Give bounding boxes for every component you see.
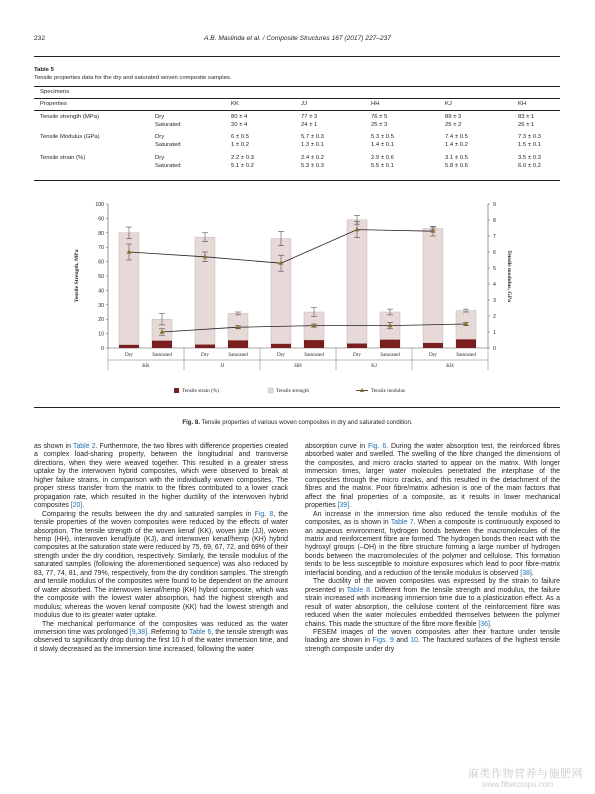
paragraph-text: Comparing the results between the dry and saturated samples in [42, 510, 255, 518]
header-rule [34, 56, 560, 57]
y-tick-label: 90 [98, 216, 104, 223]
table-cell: 25 ± 2 [445, 122, 462, 128]
table-cell: 2.9 ± 0.6 [371, 155, 394, 161]
table-caption: Tensile properties data for the dry and saturated woven composite samples. [34, 75, 232, 81]
tensile-strain-bar [271, 344, 291, 348]
table-cell: 24 ± 1 [301, 122, 318, 128]
tensile-strain-bar [304, 340, 324, 348]
table-condition-label: Dry [155, 134, 165, 140]
paragraph-text: and [393, 637, 411, 645]
paragraph-text: An increase in the immersion time also reduced the tensile modulus of the composites, as is shown in [305, 510, 560, 527]
table-cell: 25 ± 3 [371, 122, 388, 128]
body-right-column [305, 443, 560, 654]
y-tick-label: 40 [98, 288, 104, 295]
body-paragraph [305, 629, 560, 654]
paragraph-text: . [82, 502, 85, 510]
table-cell: 76 ± 5 [371, 114, 388, 120]
x-category-label: Saturated [380, 352, 400, 358]
table-condition-label: Saturated [155, 122, 181, 128]
reference-link[interactable]: 10 [410, 637, 419, 645]
body-paragraph [305, 578, 560, 629]
table-label: Table 5 [34, 67, 54, 73]
table-cell: 5.8 ± 0.6 [445, 163, 468, 169]
figure-caption [0, 419, 595, 426]
tensile-strain-bar [380, 340, 400, 348]
figure-caption-label: Fig. 8. [182, 419, 200, 426]
table-cell: 7.4 ± 0.5 [445, 134, 468, 140]
table-cell: 83 ± 1 [518, 114, 535, 120]
x-category-label: Saturated [152, 352, 172, 358]
table-column-header: KK [231, 101, 239, 107]
reference-link[interactable]: [9,38] [129, 628, 148, 636]
reference-link[interactable]: Table 6 [189, 628, 212, 636]
body-paragraph [305, 443, 560, 511]
table-cell: 5.3 ± 0.3 [301, 163, 324, 169]
table-cell: 6 ± 0.5 [231, 134, 249, 140]
reference-link[interactable]: Table 8 [346, 586, 370, 594]
table-cell: 1.5 ± 0.1 [518, 142, 541, 148]
body-paragraph [34, 511, 288, 621]
body-paragraph [305, 511, 560, 579]
tensile-strain-bar [456, 339, 476, 348]
table-cell: 5.7 ± 0.3 [301, 134, 324, 140]
table-specimens-label: Specimens [40, 89, 70, 95]
x-category-label: Dry [428, 352, 438, 358]
x-category-label: Saturated [456, 352, 476, 358]
y2-tick-label: 6 [493, 250, 496, 256]
reference-link[interactable]: [39] [337, 502, 350, 510]
tensile-strength-bar [423, 228, 443, 348]
table-column-header: JJ [301, 101, 307, 107]
reference-link[interactable]: Fig. 6 [367, 443, 387, 450]
table-property-label: Tensile strain (%) [40, 155, 86, 161]
y2-tick-label: 3 [493, 298, 496, 304]
y2-tick-label: 2 [493, 314, 496, 320]
y2-axis-title: Tensile modulus, GPa [506, 250, 512, 302]
paragraph-text: The ductility of the woven composites was expressed by the strain to failure presented in [305, 578, 560, 594]
table-condition-label: Saturated [155, 163, 181, 169]
figure-caption-text: Tensile properties of various woven composites in dry and saturated condition. [201, 419, 413, 426]
x-category-label: Saturated [304, 352, 324, 358]
table-condition-label: Dry [155, 114, 165, 120]
table-cell: 77 ± 3 [301, 114, 318, 120]
paragraph-text: . Referring to [147, 628, 189, 636]
y-tick-label: 80 [98, 230, 104, 237]
paragraph-text: . Different from the tensile strength and modulus, the failure strain increased with increasing immersion time due to a plasticization effect. As a result of water absorption, the cellulose content of the reinforcement fibre was reduced when the water molecules embedded themselves between the polymer chains. This made the structure of the fibre more flexible [305, 586, 561, 628]
x-category-label: Dry [276, 352, 286, 358]
table-column-header: KH [518, 101, 527, 107]
y-tick-label: 50 [98, 274, 104, 280]
x-group-label: KH [446, 363, 454, 369]
reference-link[interactable]: [38] [520, 569, 532, 577]
paragraph-text: . When a composite is continuously exposed to an aqueous environment, hydrogen bonds between the macromolecules of the matrix and reinforcement fibre are formed. The hydrogen bonds then react with the hydroxyl groups (–OH) in the fibre structure forming a large number of hydrogen bonds between the macromolecules of the polymer and cellulose. This formation tends to be less susceptible to moisture exposures which lead to poor fibre-matrix interfacial bonding, and a reduction of the tensile modulus is observed [305, 519, 561, 577]
paragraph-text: as shown in [34, 443, 74, 450]
y-tick-label: 70 [98, 245, 104, 252]
x-group-label: JJ [219, 363, 225, 369]
watermark-url: www.fibercrops.com [482, 780, 554, 789]
running-title: A.B. Maslinda et al. / Composite Structures 167 (2017) 227–237 [204, 35, 391, 42]
table-condition-label: Saturated [155, 142, 181, 148]
table-head-rule [34, 110, 560, 111]
reference-link[interactable]: Fig. 8 [254, 510, 274, 518]
y2-tick-label: 1 [493, 330, 496, 336]
body-paragraph [34, 443, 288, 511]
reference-link[interactable]: Table 2 [73, 443, 96, 450]
paragraph-text: . During the water absorption test, the reinforced fibres absorbed water and swelled. The swelling of the fibre changed the dimensions of the composites, and micro cracks started to appear on the matrix. With longer immersion times, larger water molecules penetrated the interphase of the composites through the micro cracks, and this resulted in the detachment of the fibres and the matrix. Poor fibre/matrix adhesion is one of the main factors that affect the final properties of a composite, as it results in lower mechanical properties [305, 443, 560, 510]
x-group-label: HH [294, 363, 302, 369]
body-paragraph [34, 621, 288, 655]
table-bottom-rule [34, 180, 560, 181]
paragraph-text: . [349, 502, 351, 510]
tensile-strain-bar [228, 340, 248, 348]
x-category-label: Saturated [228, 352, 248, 358]
x-group-label: KK [142, 363, 150, 369]
legend-label-strain: Tensile strain (%) [182, 388, 219, 394]
tensile-strength-bar [347, 220, 367, 348]
paragraph-text: . [531, 569, 534, 577]
table-cell: 2.2 ± 0.3 [231, 155, 254, 161]
table-property-label: Tensile strength (MPa) [40, 114, 99, 120]
y-tick-label: 100 [95, 202, 104, 208]
table-mid-rule [34, 98, 560, 99]
tensile-strain-bar [423, 343, 443, 348]
y2-tick-label: 8 [493, 218, 496, 224]
paragraph-text: , the tensile strength was observed to significantly drop during the first 10 h of the water immersion time, and it slowly decreased as the immersion time increased, following the water [34, 628, 288, 653]
tensile-strain-bar [195, 345, 215, 348]
x-category-label: Dry [200, 352, 210, 358]
x-category-label: Dry [352, 352, 362, 358]
legend-swatch-strain [174, 388, 179, 393]
table-cell: 7.3 ± 0.3 [518, 134, 541, 140]
y-tick-label: 30 [98, 302, 104, 309]
legend-marker-modulus [360, 388, 364, 392]
y-tick-label: 20 [98, 317, 104, 324]
table-cell: 2.4 ± 0.2 [301, 155, 324, 161]
x-category-label: Dry [124, 352, 134, 358]
tensile-strain-bar [152, 341, 172, 348]
table-column-header: KJ [445, 101, 452, 107]
y2-tick-label: 9 [493, 202, 496, 208]
page-number: 232 [34, 35, 46, 42]
reference-link[interactable]: Table 7 [390, 519, 414, 527]
table-cell: 89 ± 3 [445, 114, 462, 120]
paragraph-text: absorption curve in [305, 443, 368, 450]
table-cell: 5.3 ± 0.5 [371, 134, 394, 140]
y-tick-label: 60 [98, 259, 104, 266]
table-cell: 5.1 ± 0.2 [231, 163, 254, 169]
y-axis-title: Tensile Strength, MPa [74, 249, 80, 303]
reference-link[interactable]: [36] [478, 620, 490, 628]
reference-link[interactable]: [20] [70, 502, 83, 510]
y-tick-label: 0 [101, 346, 104, 352]
y2-tick-label: 0 [493, 346, 496, 352]
table-top-rule [34, 86, 560, 87]
tensile-strain-bar [347, 344, 367, 348]
body-left-column [34, 443, 288, 654]
table-property-label: Tensile Modulus (GPa) [40, 134, 100, 140]
y2-tick-label: 4 [493, 282, 496, 288]
legend-label-modulus: Tensile modulus [371, 388, 406, 394]
paragraph-text: . Furthermore, the two fibres with difference properties created a complex load-sharing property, between the longitudinal and transverse directions, when they were weaved together. This resulted in a greater stress uptake by the interwoven hybrid composites, which were observed to break at higher failure strains, in comparison with the individually woven composites. The proper stress transfer from the matrix to the fibres contributed to a lower crack propagation rate, which resulted in the higher ductility of the interwoven hybrid composites [34, 443, 288, 510]
table-cell: 1 ± 0.2 [231, 142, 249, 148]
table-cell: 20 ± 4 [231, 122, 248, 128]
table-cell: 3.1 ± 0.5 [445, 155, 468, 161]
table-cell: 1.3 ± 0.1 [301, 142, 324, 148]
paragraph-text: The mechanical performance of the composites was reduced as the water immersion time was prolonged [34, 620, 288, 636]
watermark-chinese: 麻类作物营养与施肥网 [468, 768, 583, 780]
table-column-header: HH [371, 101, 380, 107]
paragraph-text: , the tensile properties of the woven composites were reduced by the effects of water absorption. The tensile strength of the woven kenaf (KK), woven jute (JJ), woven hemp (HH), interwoven kenaf/jute (KJ), and interwoven kenaf/hemp (KH) hybrid composites at the saturation state were reduced by 75, 69, 67, 72, and 69% of their strength under the dry condition, respectively. Similarly, the tensile modulus of the saturated samples (following the aforementioned sequence) was also reduced by 83, 77, 74, 81, and 79%, respectively, from the dry condition samples. The strength and tensile modulus of the composites were found to be dependent on the amount of water absorbed. The interwoven kenaf/hemp (KH) hybrid composite, which was the composite with the lowest water absorption, had the highest strength and modulus; whereas the woven kenaf composite (KK) had the lowest strength and modulus due to its greater water uptake. [34, 510, 288, 620]
paragraph-text: . The fractured surfaces of the highest tensile strength composite under dry [305, 637, 560, 653]
table-cell: 1.4 ± 0.2 [445, 142, 468, 148]
table-cell: 1.4 ± 0.1 [371, 142, 394, 148]
paragraph-text: FESEM images of the woven composites after their fracture under tensile loading are shown in [305, 628, 560, 645]
tensile-properties-chart [62, 196, 532, 400]
table-cell: 26 ± 1 [518, 122, 535, 128]
table-cell: 3.5 ± 0.3 [518, 155, 541, 161]
y-tick-label: 10 [98, 331, 104, 338]
paragraph-text: . [489, 620, 492, 628]
table-properties-label: Properties [40, 101, 67, 107]
table-cell: 80 ± 4 [231, 114, 248, 120]
x-group-label: KJ [371, 363, 377, 369]
y2-tick-label: 7 [493, 234, 496, 240]
legend-label-strength: Tensile strength [276, 388, 309, 394]
table-cell: 5.5 ± 0.1 [371, 163, 394, 169]
legend-swatch-strength [268, 388, 273, 393]
table-cell: 6.0 ± 0.2 [518, 163, 541, 169]
tensile-strain-bar [119, 345, 139, 348]
reference-link[interactable]: Figs. 9 [372, 637, 394, 645]
y2-tick-label: 5 [493, 266, 496, 272]
table-condition-label: Dry [155, 155, 165, 161]
